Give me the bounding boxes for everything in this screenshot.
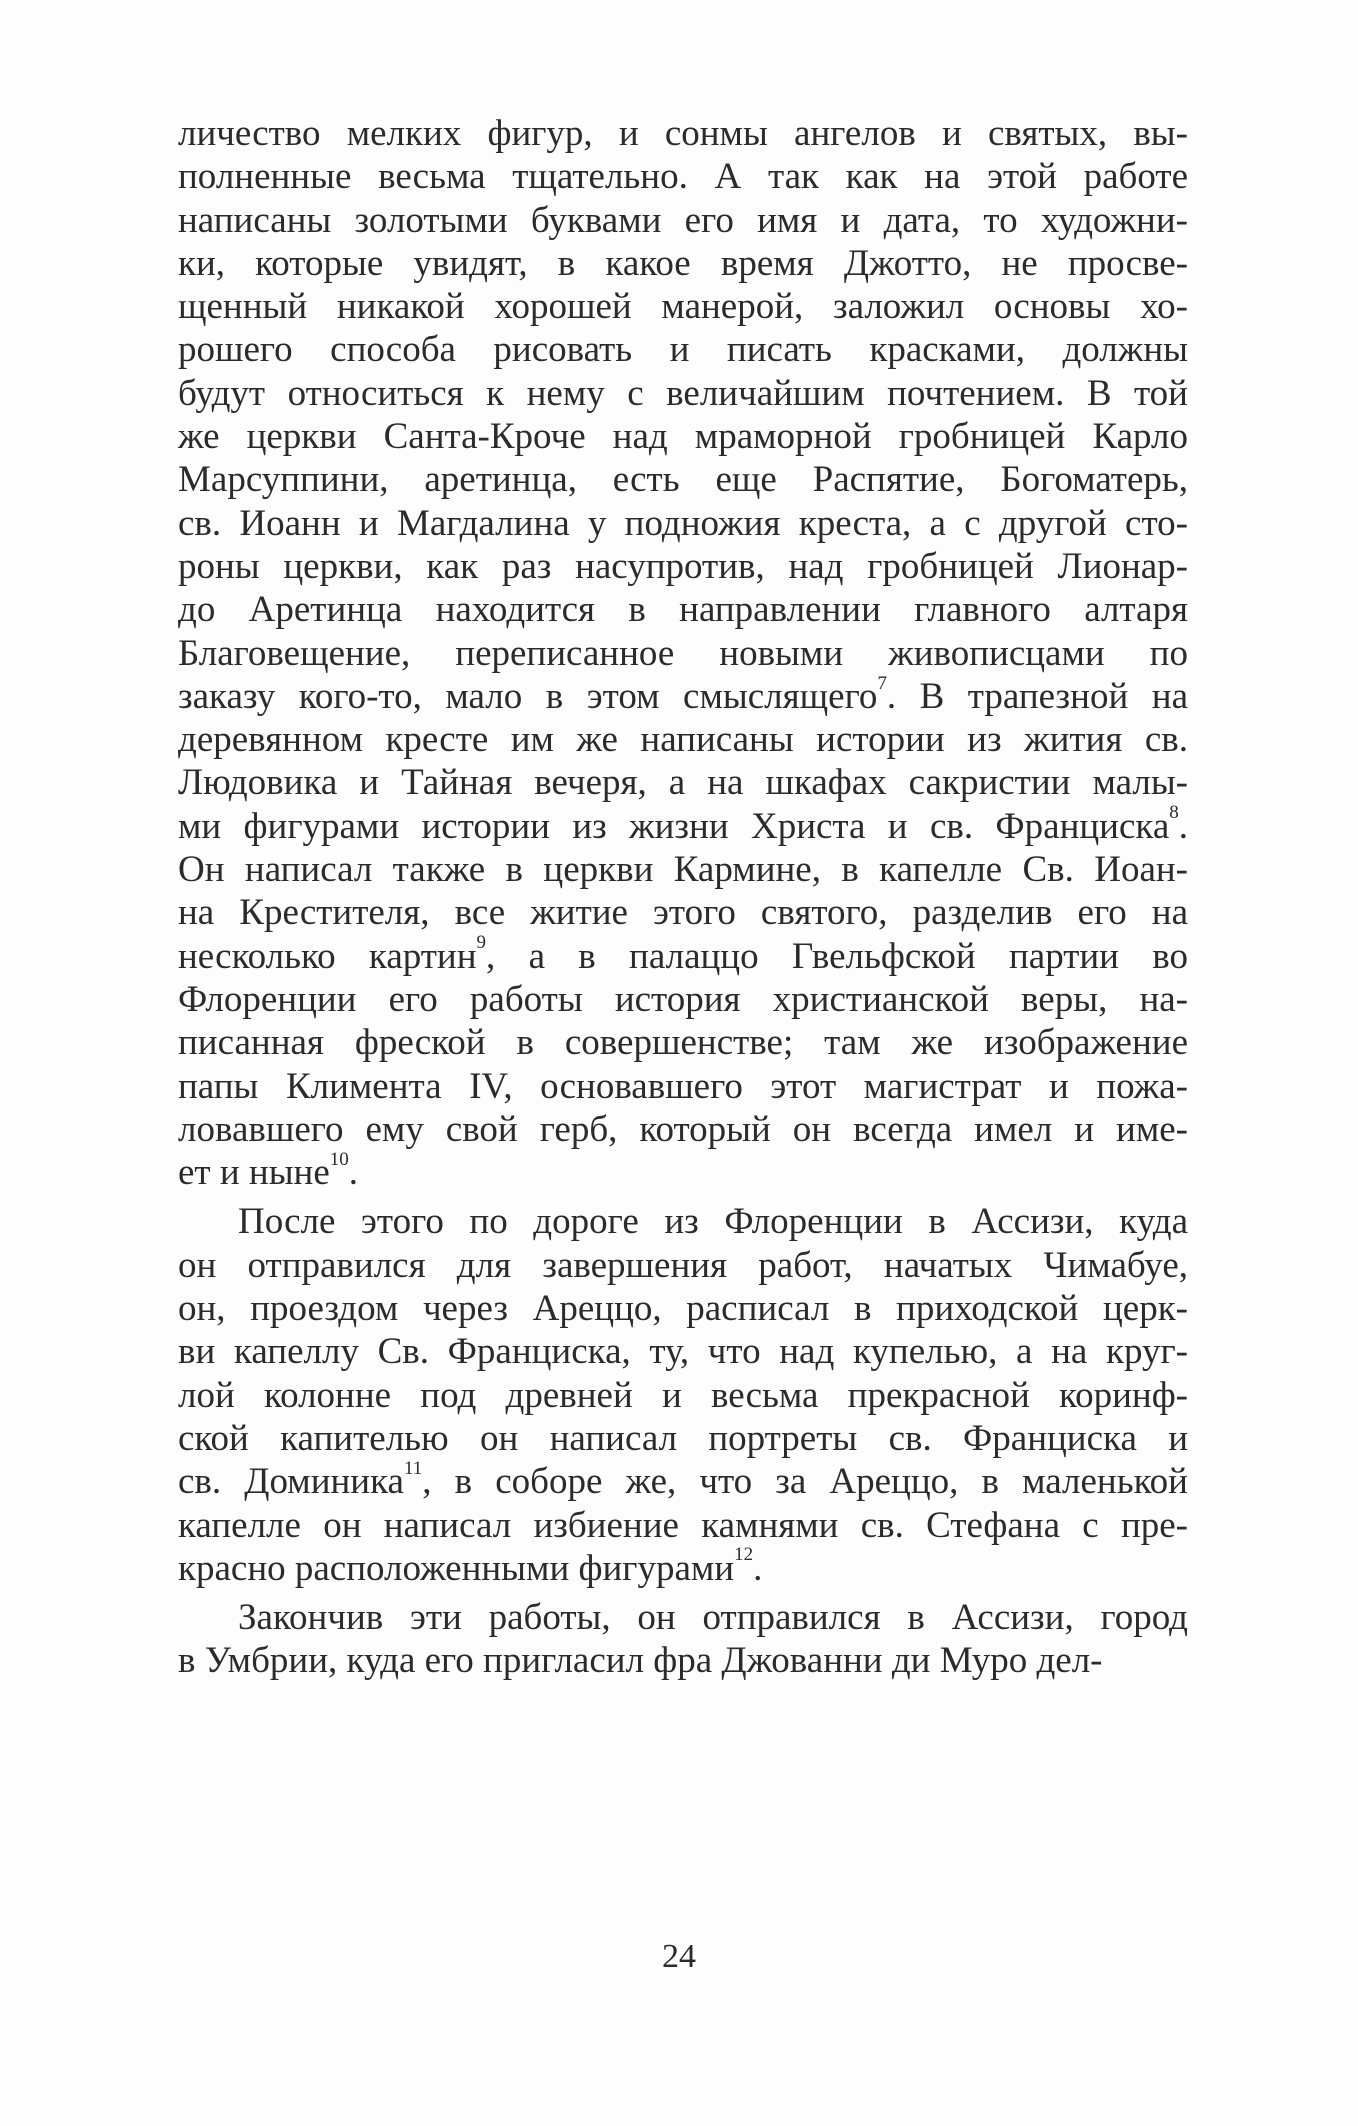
text-segment: . xyxy=(753,1547,763,1589)
text-segment: Благовещение, переписанное новыми живописцами по xyxy=(178,632,1188,674)
text-segment: рошего способа рисовать и писать красками, должны xyxy=(178,329,1188,371)
text-segment: деревянном кресте им же написаны истории из жития св. xyxy=(178,719,1188,761)
text-line xyxy=(178,588,1188,631)
text-line xyxy=(178,1287,1188,1330)
text-line xyxy=(178,1244,1188,1287)
footnote-marker: 8 xyxy=(1169,802,1179,824)
text-segment: папы Климента IV, основавшего этот магистрат и пожа- xyxy=(178,1065,1188,1107)
text-line xyxy=(178,112,1188,155)
paragraph xyxy=(178,112,1188,1194)
text-segment: После этого по дороге из Флоренции в Ассизи, куда xyxy=(238,1201,1188,1243)
text-line xyxy=(178,1065,1188,1108)
text-line xyxy=(178,672,1188,718)
text-line xyxy=(178,1504,1188,1547)
paragraph xyxy=(178,1200,1188,1590)
text-line xyxy=(178,242,1188,285)
text-segment: Флоренции его работы история христианской веры, на- xyxy=(178,978,1188,1020)
text-segment: ет и ныне xyxy=(178,1152,330,1194)
text-segment: Закончив эти работы, он отправился в Ассизи, город xyxy=(238,1597,1188,1639)
text-line xyxy=(178,848,1188,891)
text-line xyxy=(178,1639,1188,1682)
text-line xyxy=(178,285,1188,328)
text-line xyxy=(178,502,1188,545)
text-segment: ви капеллу Св. Франциска, ту, что над купелью, а на круг- xyxy=(178,1331,1188,1373)
text-segment: щенный никакой хорошей манерой, заложил основы хо- xyxy=(178,286,1188,328)
text-line xyxy=(178,155,1188,198)
text-line xyxy=(178,372,1188,415)
text-segment: будут относиться к нему с величайшим почтением. В той xyxy=(178,372,1188,414)
text-segment: он, проездом через Ареццо, расписал в приходской церк- xyxy=(178,1288,1188,1330)
text-line xyxy=(178,1374,1188,1417)
text-segment: до Аретинца находится в направлении главного алтаря xyxy=(178,589,1188,631)
text-line xyxy=(178,1330,1188,1373)
text-line xyxy=(178,1200,1188,1243)
text-segment: . xyxy=(1178,805,1188,847)
text-segment: роны церкви, как раз насупротив, над гробницей Лионар- xyxy=(178,545,1188,587)
text-segment: , а в палаццо Гвельфской партии во xyxy=(486,935,1188,977)
text-line xyxy=(178,1108,1188,1151)
text-segment: , в соборе же, что за Ареццо, в маленькой xyxy=(422,1461,1188,1503)
text-line xyxy=(178,802,1188,848)
text-segment: . xyxy=(348,1152,359,1194)
text-line xyxy=(178,328,1188,371)
text-line xyxy=(178,891,1188,934)
text-segment: несколько картин xyxy=(178,935,477,977)
text-line xyxy=(178,932,1188,978)
paragraph xyxy=(178,1596,1188,1683)
text-line xyxy=(178,632,1188,675)
body-text xyxy=(178,112,1188,1683)
text-line xyxy=(178,978,1188,1021)
text-line xyxy=(178,1544,1188,1590)
text-segment: Людовика и Тайная вечеря, а на шкафах сакристии малы- xyxy=(178,762,1188,804)
text-segment: лой колонне под древней и весьма прекрасной коринф- xyxy=(178,1374,1188,1416)
text-line xyxy=(178,761,1188,804)
text-segment: красно расположенными фигурами xyxy=(178,1547,735,1589)
text-segment: он отправился для завершения работ, начатых Чимабуе, xyxy=(178,1244,1188,1286)
footnote-marker: 10 xyxy=(329,1148,349,1170)
page-number: 24 xyxy=(662,1938,696,1975)
text-line xyxy=(178,1457,1188,1503)
text-line xyxy=(178,1417,1188,1460)
text-segment: св. Иоанн и Магдалина у подножия креста, а с другой сто- xyxy=(178,502,1188,544)
text-segment: Марсуппини, аретинца, есть еще Распятие, Богоматерь, xyxy=(178,459,1188,501)
text-line xyxy=(178,199,1188,242)
text-segment: личество мелких фигур, и сонмы ангелов и святых, вы- xyxy=(178,113,1188,154)
footnote-marker: 11 xyxy=(403,1457,423,1479)
text-line xyxy=(178,1021,1188,1064)
text-segment: Он написал также в церкви Кармине, в капелле Св. Иоан- xyxy=(178,849,1188,891)
text-segment: капелле он написал избиение камнями св. Стефана с пре- xyxy=(178,1504,1188,1546)
text-segment: же церкви Санта-Кроче над мраморной гробницей Карло xyxy=(178,416,1188,458)
text-segment: полненные весьма тщательно. А так как на этой работе xyxy=(178,156,1188,198)
text-line xyxy=(178,545,1188,588)
text-segment: св. Доминика xyxy=(178,1461,404,1503)
text-segment: написаны золотыми буквами его имя и дата, то художни- xyxy=(178,199,1188,241)
footnote-marker: 9 xyxy=(476,932,487,954)
text-line xyxy=(178,458,1188,501)
text-segment: ловавшего ему свой герб, который он всегда имел и име- xyxy=(178,1108,1188,1150)
text-segment: ми фигурами истории из жизни Христа и св. Франциска xyxy=(178,805,1170,847)
text-segment: заказу кого-то, мало в этом смыслящего xyxy=(178,675,878,717)
text-segment: ки, которые увидят, в какое время Джотто, не просве- xyxy=(178,242,1188,284)
text-segment: писанная фреской в совершенстве; там же изображение xyxy=(178,1022,1188,1064)
text-segment: ской капителью он написал портреты св. Франциска и xyxy=(178,1417,1188,1459)
text-line xyxy=(178,1596,1188,1639)
text-segment: на Крестителя, все житие этого святого, разделив его на xyxy=(178,892,1188,934)
text-line xyxy=(178,718,1188,761)
text-line xyxy=(178,1148,1188,1194)
footnote-marker: 12 xyxy=(734,1544,754,1566)
text-segment: в Умбрии, куда его пригласил фра Джованни ди Муро дел- xyxy=(178,1640,1103,1682)
text-segment: . В трапезной на xyxy=(886,675,1188,717)
text-line xyxy=(178,415,1188,458)
footnote-marker: 7 xyxy=(877,672,887,694)
